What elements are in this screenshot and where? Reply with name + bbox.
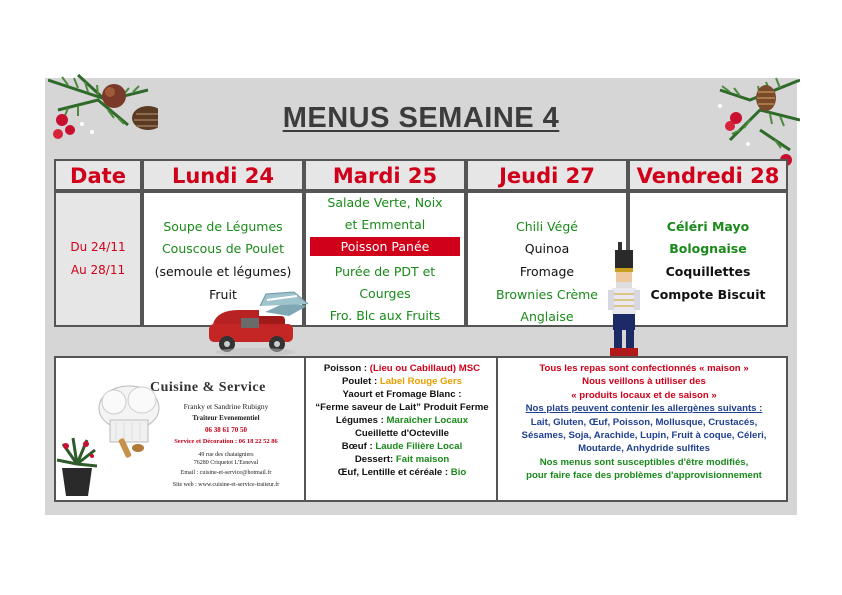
nutcracker-decoration <box>606 242 642 358</box>
card-owners: Franky et Sandrine Rubigny <box>183 402 269 411</box>
business-card <box>66 364 302 496</box>
source-value: Laude Filière Local <box>375 441 463 452</box>
mardi-item: Fro. Blc aux Fruits <box>329 308 441 323</box>
jeudi-item: Fromage <box>519 264 575 279</box>
allergens-line: Sésames, Soja, Arachide, Lupin, Fruit à coque, Céleri, <box>521 430 767 442</box>
cell-jeudi <box>466 191 628 327</box>
page-title: MENUS SEMAINE 4 <box>282 102 560 134</box>
vendredi-item: Bolognaise <box>669 241 747 256</box>
menu-table <box>54 159 788 327</box>
source-yaourt: Yaourt et Fromage Blanc : <box>342 389 462 400</box>
source-value: Maraîcher Locaux <box>386 415 469 426</box>
mardi-item: Purée de PDT et <box>334 264 436 279</box>
vendredi-item: Compote Biscuit <box>650 287 766 302</box>
mardi-item: et Emmental <box>344 217 426 232</box>
source-label: Dessert: <box>354 454 396 465</box>
note-line: Tous les repas sont confectionnés « maison » <box>539 363 749 374</box>
header-mardi: Mardi 25 <box>304 159 466 191</box>
source-boeuf <box>306 440 498 453</box>
vendredi-item: Coquillettes <box>665 264 751 279</box>
mardi-item: Courges <box>359 286 411 301</box>
note-line: Nos menus sont susceptibles d'être modifiés, <box>539 456 749 468</box>
jeudi-item: Anglaise <box>520 309 574 324</box>
card-address-2: 76280 Criquetot L'Esneval <box>193 460 259 466</box>
cell-date <box>54 191 142 327</box>
card-phone: 06 38 61 70 50 <box>205 426 247 434</box>
source-poisson <box>306 362 498 375</box>
card-subtitle: Traiteur Evenementiel <box>192 414 260 422</box>
lundi-item: (semoule et légumes) <box>154 264 292 279</box>
header-vendredi: Vendredi 28 <box>628 159 788 191</box>
jeudi-item: Quinoa <box>524 241 570 256</box>
source-yaourt-value: “Ferme saveur de Lait” Produit Ferme <box>315 402 489 413</box>
mardi-item-highlighted: Poisson Panée <box>340 239 430 254</box>
card-website: Site web : www.cuisine-et-service-traiteur.fr <box>172 482 280 488</box>
source-value: (Lieu ou Cabillaud) MSC <box>369 363 481 374</box>
allergens-line: Moutarde, Anhydride sulfites <box>578 443 710 455</box>
info-section <box>54 356 788 502</box>
source-label: Œuf, Lentille et céréale : <box>337 467 451 478</box>
card-email: Email : cuisine-et-service@hotmail.fr <box>180 470 272 476</box>
source-value: Fait maison <box>395 454 450 465</box>
potted-plant-decoration <box>52 424 102 504</box>
source-label: Légumes : <box>335 415 387 426</box>
jeudi-item: Chili Végé <box>516 219 578 234</box>
source-value: Label Rouge Gers <box>379 376 462 387</box>
mardi-item: Salade Verte, Noix <box>327 195 443 210</box>
header-lundi: Lundi 24 <box>142 159 304 191</box>
source-poulet <box>306 375 498 388</box>
source-oeuf <box>306 466 498 479</box>
cell-vendredi <box>628 191 788 327</box>
allergens-line: Lait, Gluten, Œuf, Poisson, Mollusque, Crustacés, <box>530 416 758 428</box>
header-date: Date <box>54 159 142 191</box>
date-end: Au 28/11 <box>70 263 126 277</box>
brand-name: Cuisine & Service <box>150 380 266 395</box>
lundi-item: Fruit <box>209 287 237 302</box>
red-car-with-tree-decoration <box>205 282 315 362</box>
source-label: Poulet : <box>342 376 380 387</box>
source-label: Poisson : <box>323 363 370 374</box>
sources-list <box>306 362 498 479</box>
note-line: Nous veillons à utiliser des <box>582 376 706 388</box>
notes <box>504 362 784 483</box>
lundi-item: Soupe de Légumes <box>163 219 283 234</box>
source-value: Bio <box>450 467 467 478</box>
header-jeudi: Jeudi 27 <box>466 159 628 191</box>
source-label: Bœuf : <box>341 441 376 452</box>
allergens-heading: Nos plats peuvent contenir les allergènes suivants : <box>525 403 763 415</box>
source-dessert <box>306 453 498 466</box>
source-legumes <box>306 414 498 427</box>
note-line: pour faire face des problèmes d'approvisionnement <box>526 470 762 482</box>
source-legumes-value-2: Cueillette d'Octeville <box>355 428 449 439</box>
note-line: « produits locaux et de saison » <box>571 389 717 401</box>
lundi-item: Couscous de Poulet <box>161 241 285 256</box>
card-service: Service et Décoration : 06 18 22 52 86 <box>174 438 278 445</box>
jeudi-item: Brownies Crème <box>495 287 599 302</box>
vendredi-item: Céléri Mayo <box>666 219 750 234</box>
card-address-1: 49 rue des chataigniers <box>198 452 254 458</box>
cell-mardi <box>304 191 466 327</box>
date-start: Du 24/11 <box>70 240 126 254</box>
